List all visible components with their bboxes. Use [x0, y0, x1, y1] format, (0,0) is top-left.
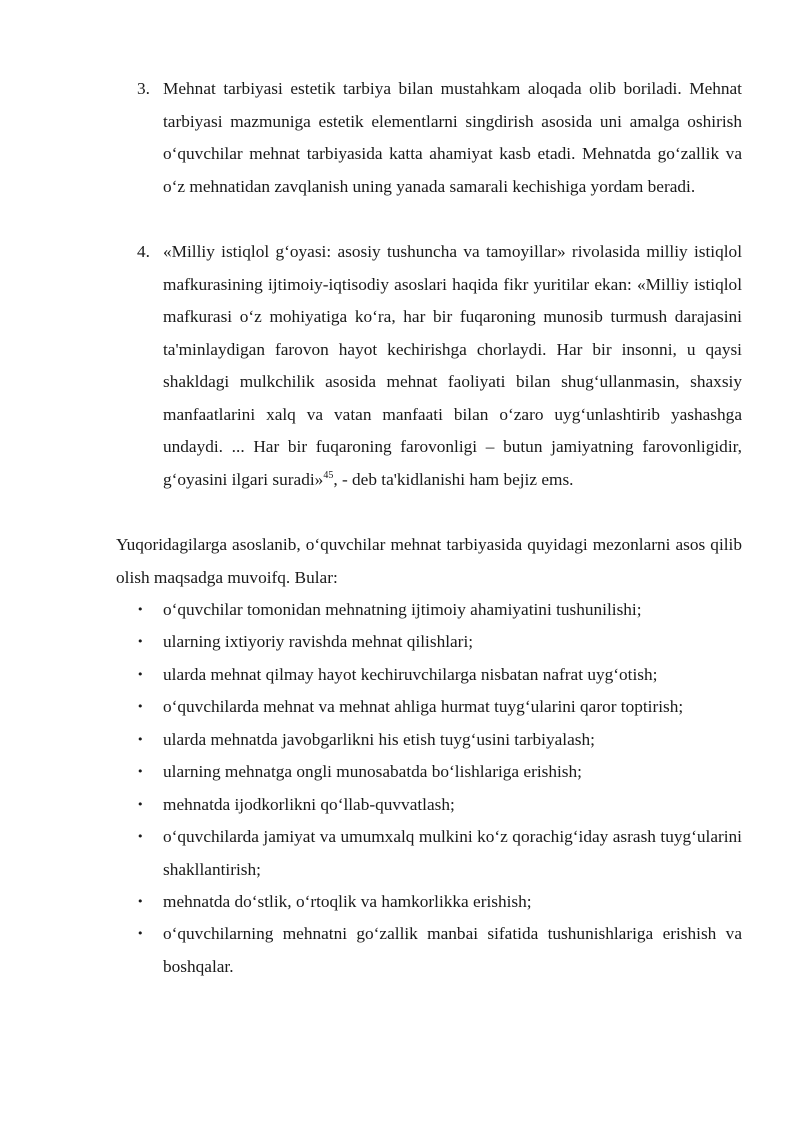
- list-item: o‘quvchilarning mehnatni go‘zallik manbai sifatida tushunishlariga erishish va boshqalar.: [163, 924, 742, 976]
- intro-paragraph: Yuqoridagilarga asoslanib, o‘quvchilar mehnat tarbiyasida quyidagi mezonlarni asos qilib olish maqsadga muvoifq. Bular:: [116, 535, 742, 587]
- list-item: mehnatda ijodkorlikni qo‘llab-quvvatlash;: [163, 795, 455, 814]
- list-item: o‘quvchilar tomonidan mehnatning ijtimoiy ahamiyatini tushunilishi;: [163, 600, 642, 619]
- bullet-icon: •: [137, 733, 144, 746]
- list-item: mehnatda do‘stlik, o‘rtoqlik va hamkorlikka erishish;: [163, 892, 532, 911]
- bullet-icon: •: [137, 895, 144, 908]
- list-item: ularning ixtiyoriy ravishda mehnat qilishlari;: [163, 632, 474, 651]
- numbered-item: [163, 236, 742, 496]
- bullet-icon: •: [137, 927, 144, 940]
- bullet-icon: •: [137, 635, 144, 648]
- quote-tail: , - deb ta'kidlanishi ham bejiz ems.: [333, 469, 574, 489]
- list-item: o‘quvchilarda jamiyat va umumxalq mulkini ko‘z qorachig‘iday asrash tuyg‘ularini shakllantirish;: [163, 827, 742, 879]
- bullet-icon: •: [137, 830, 144, 843]
- list-item: o‘quvchilarda mehnat va mehnat ahliga hurmat tuyg‘ularini qaror toptirish;: [163, 697, 684, 716]
- list-number: 4.: [137, 242, 150, 261]
- list-item: ularda mehnatda javobgarlikni his etish tuyg‘usini tarbiyalash;: [163, 730, 595, 749]
- list-item: ularning mehnatga ongli munosabatda bo‘lishlariga erishish;: [163, 762, 582, 781]
- list-item: ularda mehnat qilmay hayot kechiruvchilarga nisbatan nafrat uyg‘otish;: [163, 665, 658, 684]
- bullet-icon: •: [137, 798, 144, 811]
- list-number: 3.: [137, 79, 150, 98]
- quote-text: «Milliy istiqlol g‘oyasi: asosiy tushuncha va tamoyillar» rivolasida milliy istiqlol mafkurasining ijtimoiy-iqtisodiy asoslari haqida fikr yuritilar ekan: «Milliy istiqlol mafkurasi o‘z mohiyatiga ko‘ra, har bir fuqaroning munosib turmush darajasini ta'minlaydigan farovon hayot kechirishga chorlaydi. Har bir insonni, u qaysi shakldagi mulkchilik asosida mehnat faoliyati bilan shug‘ullanmasin, shaxsiy manfaatlarini xalq va vatan manfaati bilan o‘zaro uyg‘unlashtirib yashashga undaydi. ... Har bir fuqaroning farovonligi – butun jamiyatning farovonligidir, g‘oyasini ilgari suradi»: [163, 242, 742, 489]
- numbered-item: Mehnat tarbiyasi estetik tarbiya bilan mustahkam aloqada olib boriladi. Mehnat tarbiyasi mazmuniga estetik elementlarni singdirish asosida uni amalga oshirish o‘quvchilar mehnat tarbiyasida katta ahamiyat kasb etadi. Mehnatda go‘zallik va o‘z mehnatidan zavqlanish uning yanada samarali kechishiga yordam beradi.: [163, 79, 742, 196]
- bullet-icon: •: [137, 668, 144, 681]
- footnote-ref[interactable]: 45: [323, 469, 334, 481]
- bullet-icon: •: [137, 700, 144, 713]
- bullet-icon: •: [137, 603, 144, 616]
- bullet-icon: •: [137, 765, 144, 778]
